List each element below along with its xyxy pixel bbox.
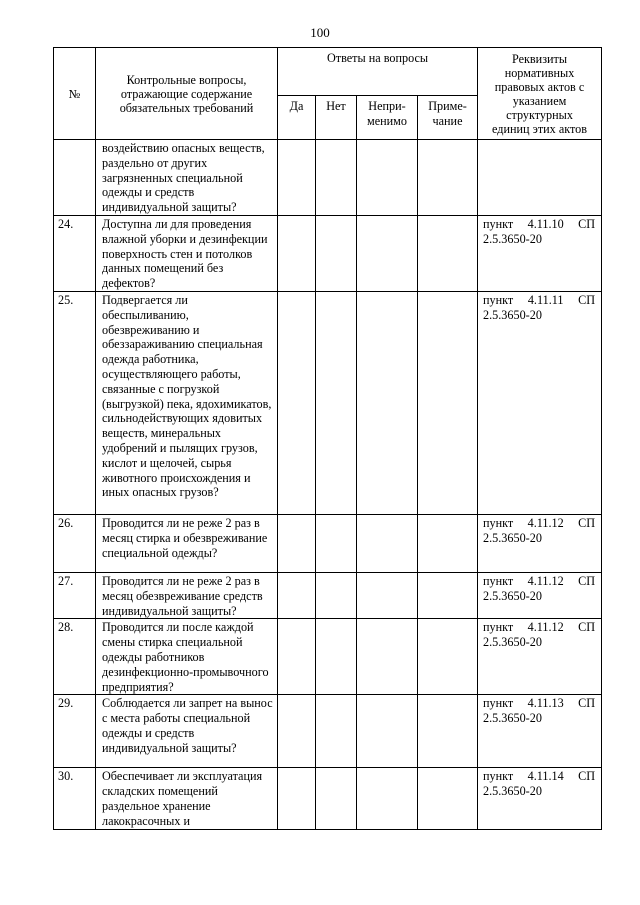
ref-sp: СП [578,696,595,711]
row-question: Подвергается ли обеспыливанию, обезвреживанию и обеззараживанию специальная одежда работника, осуществляющего работы, связанные с погрузкой (выгрузкой) пека, ядохимикатов, сильнодействующих ядовитых веществ, минеральных удобрений и пылящих грузов, кислот и щелочей, сырья животного происхождения и иных опасных грузов? [96,291,278,514]
row-number: 25. [54,291,96,514]
row-number: 29. [54,695,96,768]
answer-note-cell[interactable] [418,768,478,829]
answer-no-cell[interactable] [316,619,357,695]
ref-number: 4.11.12 [527,573,564,588]
answer-not-applicable-cell[interactable] [357,768,418,829]
header-row-top [54,48,602,96]
header-note: Приме- чание [418,96,478,140]
row-question: Проводится ли не реже 2 раз в месяц обезвреживание средств индивидуальной защиты? [96,572,278,618]
answer-not-applicable-cell[interactable] [357,572,418,618]
answer-no-cell[interactable] [316,572,357,618]
header-not-applicable: Непри- менимо [357,96,418,140]
ref-document: 2.5.3650-20 [483,635,542,650]
row-number [54,140,96,216]
answer-no-cell[interactable] [316,514,357,572]
row-requisites [478,215,602,291]
ref-document: 2.5.3650-20 [483,711,542,726]
row-number: 27. [54,572,96,618]
answer-not-applicable-cell[interactable] [357,695,418,768]
answer-note-cell[interactable] [418,572,478,618]
answer-no-cell[interactable] [316,215,357,291]
ref-number: 4.11.11 [527,292,564,307]
answer-not-applicable-cell[interactable] [357,215,418,291]
ref-number: 4.11.14 [527,769,564,784]
ref-document: 2.5.3650-20 [483,588,542,603]
header-requisites: Реквизиты нормативных правовых актов с указанием структурных единиц этих актов [478,48,602,140]
ref-sp: СП [578,573,595,588]
answer-note-cell[interactable] [418,140,478,216]
row-question: Соблюдается ли запрет на вынос с места работы специальной одежды и средств индивидуальной защиты? [96,695,278,768]
answer-not-applicable-cell[interactable] [357,140,418,216]
answer-yes-cell[interactable] [278,768,316,829]
ref-point: пункт [483,573,514,588]
row-question: Проводится ли после каждой смены стирка специальной одежды работников дезинфекционно-промывочного предприятия? [96,619,278,695]
header-question: Контрольные вопросы, отражающие содержание обязательных требований [96,48,278,140]
ref-point: пункт [483,769,514,784]
ref-sp: СП [578,515,595,530]
answer-yes-cell[interactable] [278,695,316,768]
answer-note-cell[interactable] [418,291,478,514]
ref-point: пункт [483,216,514,231]
answer-yes-cell[interactable] [278,619,316,695]
answer-no-cell[interactable] [316,291,357,514]
ref-document: 2.5.3650-20 [483,784,542,799]
checklist-table [53,47,602,830]
answer-yes-cell[interactable] [278,215,316,291]
answer-note-cell[interactable] [418,514,478,572]
ref-point: пункт [483,515,514,530]
row-requisites [478,768,602,829]
ref-point: пункт [483,292,514,307]
row-number: 26. [54,514,96,572]
ref-document: 2.5.3650-20 [483,307,542,322]
table-row [54,695,602,768]
answer-not-applicable-cell[interactable] [357,514,418,572]
ref-number: 4.11.13 [527,696,564,711]
answer-not-applicable-cell[interactable] [357,291,418,514]
table-row [54,619,602,695]
answer-no-cell[interactable] [316,768,357,829]
answer-yes-cell[interactable] [278,514,316,572]
answer-no-cell[interactable] [316,140,357,216]
page-number: 100 [310,25,330,40]
row-number: 24. [54,215,96,291]
table-row [54,514,602,572]
answer-note-cell[interactable] [418,695,478,768]
ref-sp: СП [578,292,596,307]
table-row [54,768,602,829]
ref-point: пункт [483,620,514,635]
row-question: Проводится ли не реже 2 раз в месяц стирка и обезвреживание специальной одежды? [96,514,278,572]
answer-note-cell[interactable] [418,215,478,291]
header-number: № [54,48,96,140]
row-question: Доступна ли для проведения влажной уборки и дезинфекции поверхность стен и потолков данных помещений без дефектов? [96,215,278,291]
header-yes: Да [278,96,316,140]
row-number: 30. [54,768,96,829]
row-requisites [478,572,602,618]
row-number: 28. [54,619,96,695]
ref-number: 4.11.10 [527,216,564,231]
row-requisites [478,291,602,514]
header-no: Нет [316,96,357,140]
table-row [54,140,602,216]
row-requisites [478,140,602,216]
answer-yes-cell[interactable] [278,291,316,514]
ref-number: 4.11.12 [527,515,564,530]
answer-no-cell[interactable] [316,695,357,768]
table-row [54,291,602,514]
ref-sp: СП [578,620,595,635]
header-answers: Ответы на вопросы [278,48,478,96]
ref-sp: СП [578,216,595,231]
row-requisites [478,514,602,572]
ref-number: 4.11.12 [527,620,564,635]
table-row [54,572,602,618]
ref-point: пункт [483,696,514,711]
answer-note-cell[interactable] [418,619,478,695]
row-question: Обеспечивает ли эксплуатация складских помещений раздельное хранение лакокрасочных и [96,768,278,829]
answer-yes-cell[interactable] [278,140,316,216]
row-requisites [478,695,602,768]
ref-sp: СП [578,769,595,784]
row-requisites [478,619,602,695]
ref-document: 2.5.3650-20 [483,530,542,545]
answer-not-applicable-cell[interactable] [357,619,418,695]
table-row [54,215,602,291]
row-question: воздействию опасных веществ, раздельно от других загрязненных специальной одежды и средств индивидуальной защиты? [96,140,278,216]
ref-document: 2.5.3650-20 [483,231,542,246]
answer-yes-cell[interactable] [278,572,316,618]
